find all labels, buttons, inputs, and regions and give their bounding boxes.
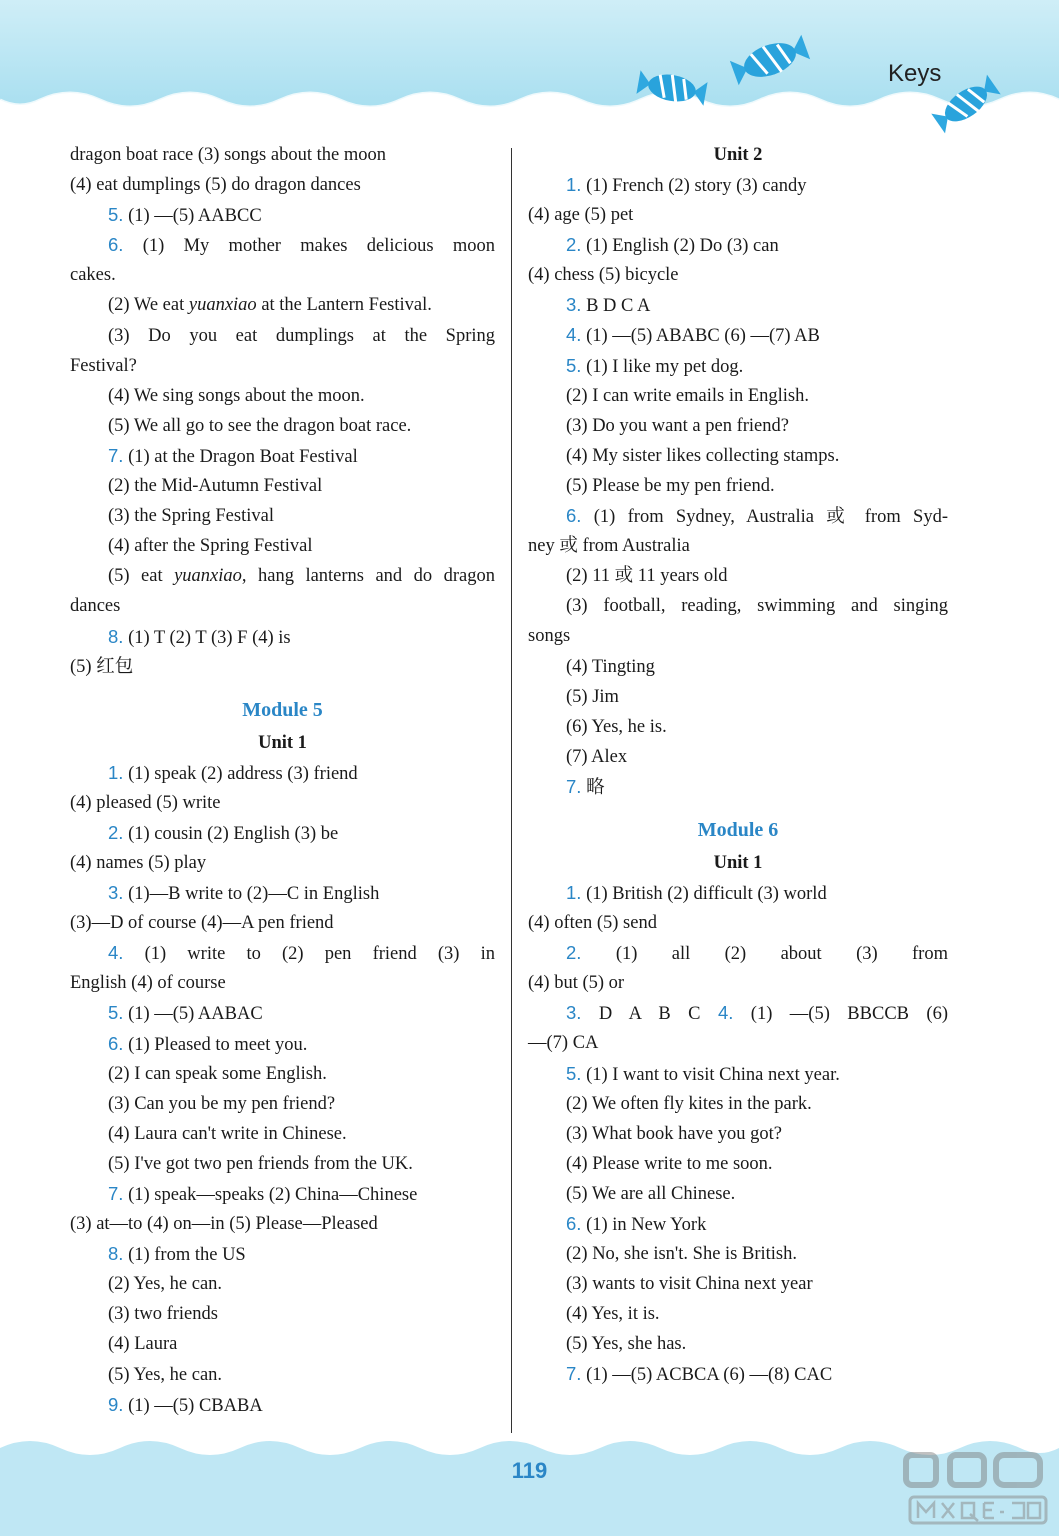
answer-text: , hang lanterns and do dragon	[241, 566, 496, 587]
answer-line	[70, 321, 495, 351]
answer-line	[70, 140, 495, 170]
question-number: 7.	[108, 1183, 124, 1204]
answer-text: English (4) of course	[70, 973, 226, 994]
answer-text: (5) Please be my pen friend.	[566, 475, 775, 496]
question-number: 2.	[108, 821, 124, 843]
answer-text: (2) We often fly kites in the park.	[566, 1093, 812, 1114]
question-number: 6.	[108, 1032, 124, 1054]
page-number: 119	[511, 1458, 548, 1483]
answer-text: yuanxiao	[174, 566, 242, 587]
answer-line	[528, 772, 948, 802]
answer-line	[70, 351, 495, 381]
answer-line	[70, 170, 495, 200]
module-heading: Module 6	[697, 818, 779, 841]
answer-text: (1) —(5) AABCC	[123, 206, 262, 227]
question-number: 6.	[566, 1213, 582, 1234]
answer-text: (5) Yes, she has.	[566, 1334, 687, 1355]
answer-line	[528, 1209, 948, 1239]
answer-line	[70, 998, 495, 1028]
answer-text: (4) but (5) or	[528, 973, 625, 994]
answer-line	[70, 591, 495, 621]
answer-line	[528, 501, 948, 531]
question-number: 6.	[566, 505, 582, 527]
answer-line	[70, 411, 495, 441]
answer-line	[70, 1269, 495, 1299]
unit-heading: Unit 1	[258, 732, 307, 753]
question-number: 7.	[108, 444, 124, 466]
question-number: 1.	[108, 761, 124, 783]
answer-text: (1) write to (2) pen friend (3) in	[123, 944, 495, 965]
answer-line	[528, 441, 948, 471]
unit-heading: Unit 2	[713, 145, 763, 165]
answer-text: (1) My mother makes delicious moon	[123, 236, 495, 257]
answer-text: (4) Laura can't write in Chinese.	[108, 1123, 347, 1144]
question-number: 4.	[717, 1002, 734, 1024]
answer-text: (4) My sister likes collecting stamps.	[566, 445, 840, 466]
answer-text: (1) English (2) Do (3) can	[581, 236, 779, 257]
answer-text: (2) No, she isn't. She is British.	[566, 1244, 797, 1265]
answer-text: (4) after the Spring Festival	[108, 536, 313, 557]
answer-line	[528, 351, 948, 381]
answer-line	[528, 1269, 948, 1299]
question-number: 3.	[566, 294, 582, 316]
answer-text: (4) Yes, it is.	[566, 1304, 660, 1325]
answer-line	[528, 260, 948, 290]
answer-text: (4) We sing songs about the moon.	[108, 385, 365, 406]
answer-line	[70, 1360, 495, 1390]
answer-line	[70, 652, 495, 682]
answer-line	[528, 938, 948, 968]
question-number: 5.	[108, 204, 124, 226]
answer-line	[528, 381, 948, 411]
question-number: 9.	[108, 1393, 124, 1415]
answer-text: (3) What book have you got?	[566, 1123, 782, 1144]
answer-line	[70, 441, 495, 471]
answer-text: songs	[528, 626, 571, 647]
answer-line	[70, 758, 495, 788]
answer-line	[70, 1329, 495, 1359]
answer-text: (4) Tingting	[566, 656, 655, 677]
answer-line	[528, 1119, 948, 1149]
answer-text: (1) in New York	[581, 1215, 707, 1235]
answer-line	[70, 290, 495, 320]
answer-text: (1) T (2) T (3) F (4) is	[123, 627, 291, 648]
header-keys-label: Keys	[888, 60, 942, 87]
question-number: 2.	[566, 234, 582, 256]
answer-text: (5) 红包	[70, 656, 134, 677]
question-number: 6.	[108, 234, 124, 256]
question-number: 2.	[566, 942, 582, 964]
answer-text: (1) —(5) ABABC (6) —(7) AB	[581, 326, 820, 347]
answer-line	[528, 320, 948, 350]
answer-line	[70, 381, 495, 411]
answer-line	[70, 1059, 495, 1089]
answer-line	[528, 1149, 948, 1179]
question-number: 4.	[566, 324, 582, 346]
answer-line	[528, 621, 948, 651]
answer-line	[528, 411, 948, 441]
answer-line	[528, 1059, 948, 1089]
answer-text: (1) I want to visit China next year.	[581, 1064, 840, 1085]
answer-text: D A B C	[581, 1004, 718, 1025]
answer-line	[528, 471, 948, 501]
answer-text: (5) eat	[108, 566, 175, 587]
answer-text: (1) speak—speaks (2) China—Chinese	[123, 1185, 418, 1205]
answer-text: (1) Pleased to meet you.	[123, 1034, 308, 1055]
answer-line	[70, 1029, 495, 1059]
answer-line	[528, 591, 948, 621]
answer-text: (3) football, reading, swimming and singing	[566, 596, 948, 617]
answer-text: (5) I've got two pen friends from the UK.	[108, 1153, 413, 1174]
answer-text: (2) I can speak some English.	[108, 1063, 327, 1084]
answer-text: (2) We eat	[108, 295, 189, 316]
answer-text: (3) the Spring Festival	[108, 506, 274, 527]
answer-line	[528, 878, 948, 908]
answer-text: (1) at the Dragon Boat Festival	[123, 446, 358, 467]
answer-text: (3) at—to (4) on—in (5) Please—Pleased	[70, 1214, 378, 1235]
answer-text: (3) Do you want a pen friend?	[566, 415, 789, 436]
answer-text: dances	[70, 596, 121, 617]
answer-text: (1) speak (2) address (3) friend	[123, 763, 358, 784]
answer-text: (1) British (2) difficult (3) world	[581, 883, 827, 904]
answer-text: (3) wants to visit China next year	[566, 1274, 813, 1295]
answer-line	[528, 170, 948, 200]
answer-line	[70, 968, 495, 998]
answer-line	[528, 968, 948, 998]
answer-text: (1) —(5) BBCCB (6)	[733, 1004, 948, 1025]
answer-text: dragon boat race (3) songs about the moon	[70, 145, 386, 165]
answer-column-left	[70, 140, 495, 1420]
answer-text: at the Lantern Festival.	[256, 295, 432, 316]
answer-text: yuanxiao	[188, 295, 257, 316]
answer-line	[528, 1239, 948, 1269]
question-number: 8.	[108, 1243, 124, 1265]
answer-line	[528, 561, 948, 591]
module-heading: Module 5	[242, 698, 323, 721]
answer-text: (1) from Sydney, Australia 或 from Syd-	[581, 507, 948, 528]
answer-text: (2) Yes, he can.	[108, 1274, 223, 1295]
question-number: 5.	[566, 354, 582, 376]
question-number: 5.	[566, 1062, 582, 1084]
answer-line	[70, 1299, 495, 1329]
answer-line	[528, 742, 948, 772]
answer-line	[70, 471, 495, 501]
answer-line	[70, 848, 495, 878]
answer-line	[528, 908, 948, 938]
answer-line	[528, 230, 948, 260]
question-number: 7.	[566, 775, 582, 797]
question-number: 5.	[108, 1002, 124, 1024]
answer-line	[70, 818, 495, 848]
answer-text: (3) two friends	[108, 1304, 218, 1325]
answer-line	[70, 561, 495, 591]
answer-text: (3)—D of course (4)—A pen friend	[70, 913, 334, 934]
question-number: 4.	[108, 942, 124, 964]
answer-text: ney 或 from Australia	[528, 536, 690, 557]
answer-line	[70, 938, 495, 968]
answer-text: B D C A	[581, 296, 651, 317]
answer-column-right	[528, 140, 948, 1390]
answer-text: (7) Alex	[566, 746, 628, 767]
answer-line	[528, 998, 948, 1028]
answer-text: cakes.	[70, 265, 116, 286]
answer-text: (1) French (2) story (3) candy	[581, 176, 807, 196]
answer-line	[70, 908, 495, 938]
answer-line	[70, 1089, 495, 1119]
answer-line	[528, 1359, 948, 1389]
answer-text: (2) 11 或 11 years old	[566, 566, 728, 587]
answer-line	[70, 1390, 495, 1420]
answer-text: (2) I can write emails in English.	[566, 385, 810, 406]
answer-line	[528, 712, 948, 742]
answer-line	[528, 1329, 948, 1359]
question-number: 1.	[566, 174, 582, 195]
answer-text: (3) Can you be my pen friend?	[108, 1093, 336, 1114]
answer-line	[70, 1209, 495, 1239]
answer-text: (4) eat dumplings (5) do dragon dances	[70, 175, 361, 196]
answer-text: (1) —(5) ACBCA (6) —(8) CAC	[581, 1365, 833, 1386]
answer-text: (5) Jim	[566, 686, 619, 707]
question-number: 1.	[566, 881, 582, 903]
answer-text: (4) often (5) send	[528, 913, 657, 934]
answer-line	[70, 200, 495, 230]
answer-text: Festival?	[70, 355, 137, 376]
answer-line	[70, 788, 495, 818]
question-number: 8.	[108, 625, 124, 647]
answer-line	[528, 1299, 948, 1329]
answer-text: 略	[581, 777, 605, 798]
answer-text: —(7) CA	[528, 1033, 599, 1054]
answer-line	[528, 1028, 948, 1058]
answer-line	[528, 652, 948, 682]
answer-text: (1) from the US	[123, 1245, 246, 1266]
answer-line	[70, 531, 495, 561]
answer-text: (1) cousin (2) English (3) be	[123, 823, 339, 844]
answer-text: (4) Please write to me soon.	[566, 1153, 773, 1174]
answer-line	[70, 1149, 495, 1179]
answer-text: (4) names (5) play	[70, 852, 207, 873]
answer-line	[528, 290, 948, 320]
answer-text: (6) Yes, he is.	[566, 716, 667, 737]
answer-text: (1) —(5) AABAC	[123, 1004, 263, 1025]
answer-line	[528, 682, 948, 712]
answer-line	[70, 622, 495, 652]
answer-text: (1) all (2) about (3) from	[581, 944, 948, 965]
answer-line	[528, 531, 948, 561]
column-divider	[511, 148, 512, 1433]
answer-text: (5) We all go to see the dragon boat race.	[108, 415, 412, 436]
answer-text: (4) age (5) pet	[528, 205, 634, 226]
answer-line	[528, 1179, 948, 1209]
question-number: 3.	[108, 882, 124, 904]
answer-text: (5) Yes, he can.	[108, 1364, 223, 1385]
answer-line	[70, 1119, 495, 1149]
answer-text: (2) the Mid-Autumn Festival	[108, 476, 323, 497]
question-number: 3.	[566, 1002, 582, 1024]
answer-line	[70, 230, 495, 260]
answer-text: (4) Laura	[108, 1334, 178, 1355]
answer-text: (4) pleased (5) write	[70, 792, 221, 813]
answer-text: (4) chess (5) bicycle	[528, 265, 679, 286]
answer-text: (1)—B write to (2)—C in English	[123, 884, 380, 905]
answer-text: (1) I like my pet dog.	[581, 356, 744, 377]
answer-line	[528, 200, 948, 230]
answer-line	[70, 1179, 495, 1209]
answer-line	[70, 1239, 495, 1269]
question-number: 7.	[566, 1363, 582, 1385]
answer-text: (5) We are all Chinese.	[566, 1183, 736, 1204]
unit-heading: Unit 1	[713, 852, 763, 873]
answer-text: (3) Do you eat dumplings at the Spring	[108, 325, 495, 346]
answer-line	[70, 501, 495, 531]
answer-text: (1) —(5) CBABA	[123, 1395, 263, 1416]
answer-line	[70, 260, 495, 290]
answer-line	[70, 878, 495, 908]
answer-line	[528, 1089, 948, 1119]
